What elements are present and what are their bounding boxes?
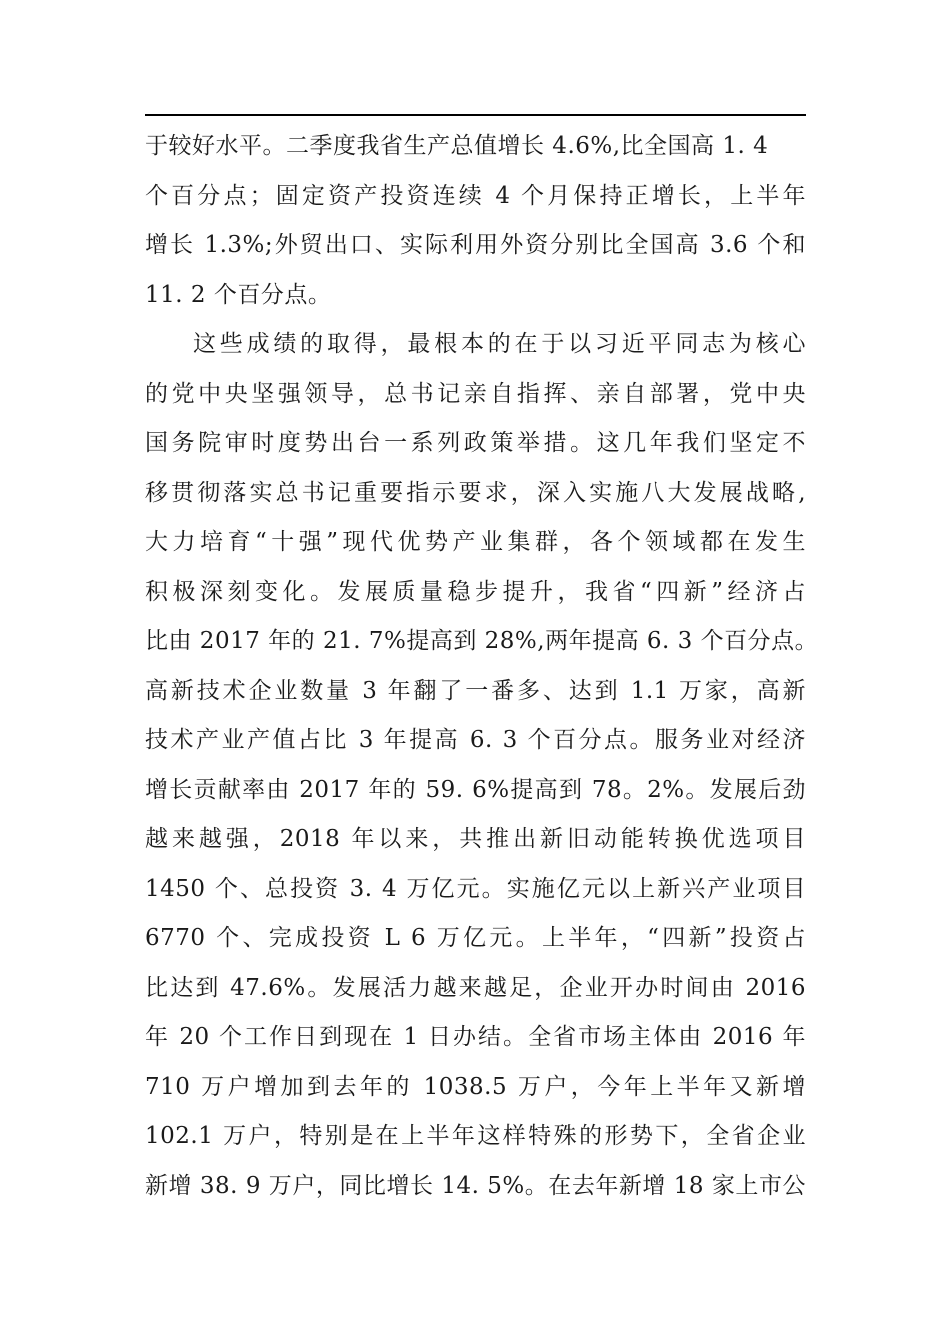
text-line: 增长 1.3%;外贸出口、实际利用外资分别比全国高 3.6 个和: [145, 232, 806, 258]
text-line: 增长贡献率由 2017 年的 59. 6%提高到 78。2%。发展后劲: [145, 776, 806, 803]
text-line: 技术产业产值占比 3 年提高 6. 3 个百分点。服务业对经济: [145, 727, 806, 753]
text-line: 102.1 万户，特别是在上半年这样特殊的形势下，全省企业: [145, 1123, 806, 1149]
text-line: 的党中央坚强领导，总书记亲自指挥、亲自部署，党中央: [145, 380, 806, 407]
text-line: 大力培育“十强”现代优势产业集群，各个领域都在发生: [145, 529, 806, 555]
text-line: 越来越强，2018 年以来，共推出新旧动能转换优选项目: [145, 826, 806, 852]
text-line: 比由 2017 年的 21. 7%提高到 28%,两年提高 6. 3 个百分点。: [145, 628, 819, 654]
text-line: 移贯彻落实总书记重要指示要求，深入实施八大发展战略,: [145, 479, 806, 506]
text-line: 于较好水平。二季度我省生产总值增长 4.6%,比全国高 1. 4: [145, 133, 769, 159]
header-rule: [145, 114, 806, 116]
text-line: 积极深刻变化。发展质量稳步提升，我省“四新”经济占: [145, 578, 806, 605]
text-line: 这些成绩的取得，最根本的在于以习近平同志为核心: [193, 331, 806, 357]
text-line: 新增 38. 9 万户，同比增长 14. 5%。在去年新增 18 家上市公: [145, 1172, 806, 1199]
body-text: [145, 122, 819, 1211]
text-line: 国务院审时度势出台一系列政策举措。这几年我们坚定不: [145, 430, 806, 456]
text-line: 6770 个、完成投资 L 6 万亿元。上半年，“四新”投资占: [145, 925, 806, 951]
text-line: 年 20 个工作日到现在 1 日办结。全省市场主体由 2016 年: [145, 1024, 806, 1050]
text-line: 11. 2 个百分点。: [145, 281, 332, 308]
text-line: 比达到 47.6%。发展活力越来越足，企业开办时间由 2016: [145, 974, 806, 1001]
text-line: 个百分点；固定资产投资连续 4 个月保持正增长，上半年: [145, 182, 806, 209]
text-line: 1450 个、总投资 3. 4 万亿元。实施亿元以上新兴产业项目: [145, 875, 806, 902]
text-line: 710 万户增加到去年的 1038.5 万户，今年上半年又新增: [145, 1073, 806, 1100]
text-line: 高新技术企业数量 3 年翻了一番多、达到 1.1 万家，高新: [145, 677, 806, 704]
